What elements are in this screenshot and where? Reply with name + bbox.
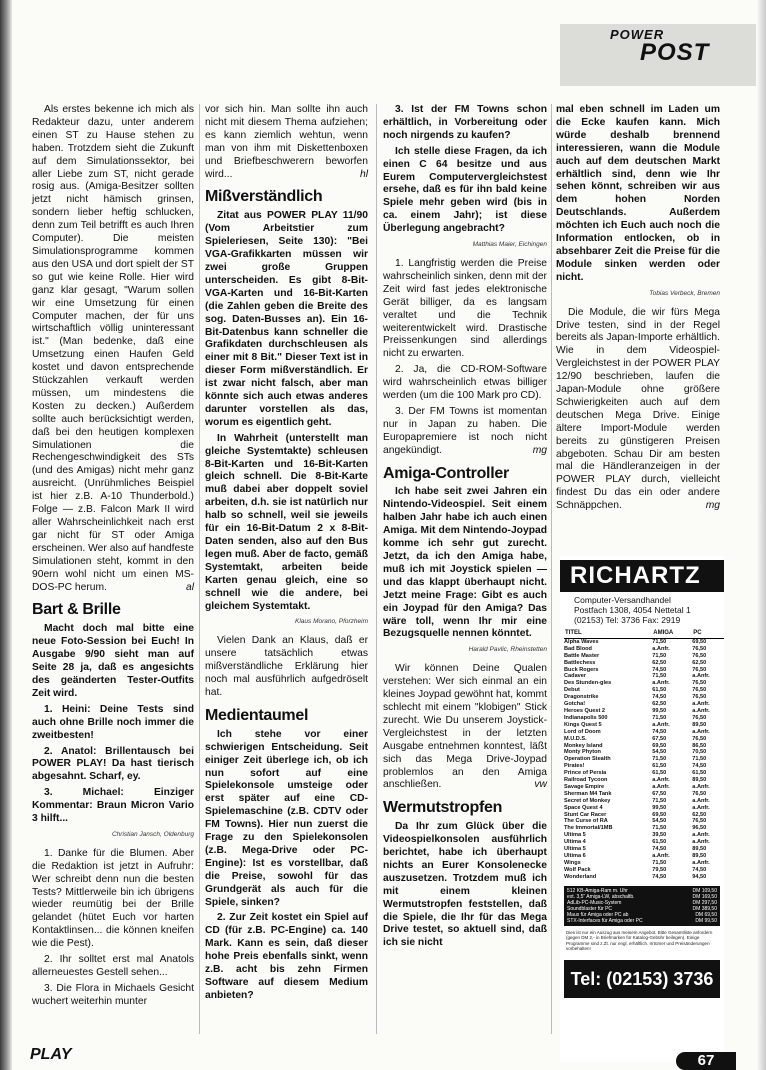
letter-text: Ich stelle diese Fragen, da ich einen C 64 besitze und aus Eurem Computervergleichstest ersehe, daß es für ihn bald keine Spiele mehr geben wird (bis in ca. einem Jahr); ist diese Überlegung angebracht?: [383, 145, 547, 235]
footer-logo: PLAY: [30, 1046, 72, 1063]
table-row: [564, 680, 724, 687]
reply-text: Wir können Deine Qualen verstehen: Wer sich einmal an ein kleines Joypad gewöhnt hat, kommt schlecht mit einem "klobigen" Stick zurecht. Wie Du unserem Joystick-Vergleichstest in der letzten Ausgabe entnehmen konntest, läßt sich das Mega Drive-Joypad problemlos an den Amiga anschließen. vw: [383, 663, 547, 791]
table-cell: a.Anfr.: [652, 680, 670, 687]
table-cell: 71,50: [652, 797, 667, 804]
column-3: [383, 104, 547, 953]
table-cell: Railroad Tycoon: [564, 777, 608, 784]
table-row: [564, 798, 724, 805]
letter-text: Als erstes bekenne ich mich als Redakteur dazu, unter anderem einen ST zu Hause stehen zu haben. Trotzdem sieht die Zukunft auf dem Simulationssektor, bei aller Liebe zum ST, nicht gerade rosig aus. (Amiga-Besitzer sollten jetzt nicht hämisch grinsen, sondern lieber heftig schlucken, denn zum Teil betrifft es auch Ihren Computer). Die meisten Simulationsprogramme kommen aus den USA und dort spielt der ST so gut wie keine Rolle. Hier wird ganz klar gesagt, "Warum sollen wir eine Umsetzung für einen Computer machen, der für uns wirtschaftlich völlig uninteressant ist." (Man bedenke, daß eine Umsetzung einen Haufen Geld kostet und davon entsprechende Stückzahlen verkauft werden müssen, um mindestens die Kosten zu decken.) Außerdem sollte auch berücksichtigt werden, daß bei den heutigen komplexen Simulationen die Rechengeschwindigkeit des STs (und des Amigas) nicht mehr ganz ausreicht. (Unrühmliches Beispiel ist hier z.B. A-10 Thunderbold.) Folge — z.B. Falcon Mark II wird aller Wahrscheinlichkeit nach erst gar nicht für ST oder Amiga erscheinen. Wer also auf handfeste Simulationen steht, kommt in den 90ern wohl nicht um einen MS-DOS-PC herum. al: [32, 104, 194, 593]
table-cell: Sherman M4 Tank: [564, 790, 612, 797]
table-cell: 70,50: [692, 749, 707, 756]
table-cell: Heroes Quest 2: [564, 707, 606, 714]
table-cell: 76,50: [692, 790, 707, 797]
table-cell: a.Anfr.: [692, 859, 710, 866]
table-cell: 61,50: [652, 770, 667, 777]
table-row: [564, 701, 724, 708]
table-cell: 89,50: [692, 777, 707, 784]
letter-heading: Mißverständlich: [205, 188, 323, 206]
table-cell: 76,50: [692, 818, 707, 825]
table-cell: 76,50: [692, 735, 707, 742]
table-cell: a.Anfr.: [692, 839, 710, 846]
table-row: [564, 812, 724, 819]
table-cell: 76,50: [692, 687, 707, 694]
table-cell: 61,50: [652, 763, 667, 770]
table-cell: Secret of Monkey: [564, 797, 611, 804]
table-cell: a.Anfr.: [652, 783, 670, 790]
letter-text: In Wahrheit (unterstellt man gleiche Systemtakte) schleusen 8-Bit-Karten und 16-Bit-Karten gleich schnell. Die 8-Bit-Karte muß dabei aber doppelt soviel arbeiten, d.h. sie ist natürlich nur halb so schnell, weil sie jeweils für ein 16-Bit-Datum 2 x 8-Bit-Daten senden, also auf den Bus legen muß. Aber de facto, gemäß Systemtakt, arbeiten beide Karten genau gleich, eine so schnell wie die andere, bei gleichem Systemtakt.: [205, 432, 368, 612]
table-cell: Monkey Island: [564, 742, 603, 749]
table-cell: 74,50: [692, 866, 707, 873]
table-cell: The Immortal/1MB: [564, 825, 613, 832]
author-initials: vw: [534, 779, 547, 791]
table-cell: a.Anfr.: [692, 783, 710, 790]
table-cell: Stunt Car Racer: [564, 811, 607, 818]
table-cell: 71,50: [652, 756, 667, 763]
column-divider: [376, 104, 377, 1034]
table-cell: 62,50: [652, 659, 667, 666]
table-cell: Battle Master: [564, 652, 600, 659]
table-cell: Dragonstrike: [564, 694, 599, 701]
table-cell: 39,50: [652, 832, 667, 839]
table-cell: 71,50: [692, 756, 707, 763]
letter-text: Macht doch mal bitte eine neue Foto-Session bei Euch! In Ausgabe 9/90 sieht man auf Seite 28 ja, daß es angesichts des geänderten Tester-Outfits Zeit wird.: [32, 623, 194, 699]
accessory-name: Soundblaster für PC: [567, 905, 613, 912]
ad-line: Postfach 1308, 4054 Nettetal 1: [574, 605, 691, 615]
table-row: [564, 805, 724, 812]
price-table: [564, 629, 724, 881]
table-cell: 94,50: [692, 873, 707, 880]
letter-text: 1. Heini: Deine Tests sind auch ohne Brille noch immer die zweitbesten!: [32, 703, 194, 741]
letter-text: 3. Michael: Einziger Kommentar: Braun Micron Vario 3 hilft...: [32, 787, 194, 825]
letter-text: Da Ihr zum Glück über die Videospielkonsolen ausführlich berichtet, habe ich überhaupt nichts an Eurer Konsolenecke auszusetzen. Trotzdem muß ich mit einem kleinen Wermutstropfen feststellen, daß die Spiele, die Ihr für das Mega Drive testet, so aktuell sind, daß ich sie nicht: [383, 821, 547, 949]
table-cell: 69,50: [652, 742, 667, 749]
table-cell: 71,50: [652, 859, 667, 866]
table-cell: 89,50: [692, 721, 707, 728]
table-row: [564, 860, 724, 867]
letter-text: 2. Anatol: Brillentausch bei POWER PLAY! Da hast tierisch abgesahnt. Scharf, ey.: [32, 745, 194, 783]
table-row: [564, 832, 724, 839]
letter-heading: Bart & Brille: [32, 601, 121, 619]
table-row: [564, 749, 724, 756]
table-cell: 61,50: [692, 770, 707, 777]
table-row: [564, 736, 724, 743]
ad-disclaimer: Dies ist nur ein Auszug aus meinem Angebot. Bitte Gesamtliste anfordern (gegen DM 2,- in Briefmarken für Katalog-Gebühr beilegen). Einige Programme sind z.Zt. nur engl. erhältlich. Irrtümer und Preisänderungen vorbehalten!: [566, 929, 713, 952]
page-number: 67: [676, 1052, 736, 1070]
table-row: [564, 825, 724, 832]
table-cell: 62,50: [692, 811, 707, 818]
reply-text: 1. Langfristig werden die Preise wahrscheinlich sinken, denn mit der Zeit wird fast jedes elektronische Gerät billiger, da es langsam veraltet und die Technik weiterentwickelt wird. Drastische Preissenkungen sind allerdings nicht zu erwarten.: [383, 257, 547, 360]
reply-text: Vielen Dank an Klaus, daß er unsere tatsächlich etwas mißverständliche Erklärung hier noch mal ausführlich aufgedröselt hat.: [205, 635, 368, 698]
column-4: [556, 104, 720, 516]
table-cell: 71,50: [652, 825, 667, 832]
table-row: [564, 791, 724, 798]
accessory-name: Maus für Amiga oder PC ab: [567, 911, 629, 918]
advertiser-logo: RICHARTZ: [560, 560, 724, 592]
table-cell: a.Anfr.: [652, 645, 670, 652]
table-cell: a.Anfr.: [692, 797, 710, 804]
table-row: [564, 839, 724, 846]
reply-text: 1. Danke für die Blumen. Aber die Redaktion ist jetzt in Aufruhr: Wer schreibt denn nun die besten Tests? Mittlerweile bin ich übrigens wieder reumütig bei der Brille gelandet (hütet Euch vor harten Kontaktlinsen... die können kneifen wie die Pest).: [32, 847, 194, 950]
table-cell: 89,50: [692, 846, 707, 853]
accessory-name: AdLib-PC-Music-System: [567, 899, 622, 906]
table-row: [564, 694, 724, 701]
table-cell: 74,50: [652, 694, 667, 701]
table-cell: a.Anfr.: [692, 701, 710, 708]
table-cell: 74,50: [652, 873, 667, 880]
table-cell: Monty Phyton: [564, 749, 601, 756]
author-initials: mg: [532, 444, 547, 456]
table-row: [564, 756, 724, 763]
table-cell: 79,50: [652, 866, 667, 873]
advertiser-address: [560, 592, 724, 629]
table-cell: 74,50: [652, 846, 667, 853]
table-cell: Battlechess: [564, 659, 596, 666]
page-binding-edge: [0, 0, 12, 1070]
letter-heading: Amiga-Controller: [383, 464, 509, 482]
table-cell: 54,50: [652, 749, 667, 756]
letter-signature: Christian Jansch, Oldenburg: [111, 830, 194, 838]
table-row: [564, 660, 724, 667]
accessory-price: DM 169,50: [692, 893, 717, 900]
table-cell: 96,50: [692, 825, 707, 832]
ad-telephone: Tel: (02153) 3736: [564, 960, 720, 998]
table-cell: Kings Quest 5: [564, 721, 602, 728]
table-cell: 99,50: [652, 707, 667, 714]
letter-heading: Wermutstropfen: [383, 799, 503, 817]
table-row: [564, 667, 724, 674]
table-cell: a.Anfr.: [692, 832, 710, 839]
letter-text: Ich habe seit zwei Jahren ein Nintendo-Videospiel. Seit einem halben Jahr habe ich auch einen Amiga. Mit dem Nintendo-Joypad komme ich sehr gut zurecht. Jetzt, da ich den Amiga habe, muß ich mit Joystick spielen — und das klappt überhaupt nicht. Jetzt meine Frage: Gibt es auch ein Joypad für den Amiga? Das wäre toll, wenn Ihr mir eine Bezugsquelle nennen könntet.: [383, 486, 547, 640]
reply-text: 3. Der FM Towns ist momentan nur in Japan zu haben. Die Europapremiere ist noch nicht angekündigt. mg: [383, 405, 547, 456]
table-cell: Prince of Persia: [564, 770, 607, 777]
table-row: [564, 722, 724, 729]
table-cell: a.Anfr.: [692, 673, 710, 680]
table-cell: a.Anfr.: [652, 777, 670, 784]
table-cell: Cadaver: [564, 673, 587, 680]
accessories-box: [564, 886, 720, 926]
table-row: [564, 646, 724, 653]
table-cell: Ultima 6: [564, 853, 586, 859]
table-cell: 74,50: [652, 666, 667, 673]
table-cell: 71,50: [652, 714, 667, 721]
header-post: POST: [640, 39, 710, 66]
letter-signature: Harald Pavlic, Rheinstetten: [468, 646, 547, 654]
header-power: POWER: [610, 27, 665, 42]
table-cell: Wolf Pack: [564, 866, 591, 873]
column-divider: [551, 104, 552, 1034]
accessory-price: DM 109,50: [692, 887, 717, 894]
letter-text: Zitat aus POWER PLAY 11/90 (Vom Arbeitstier zum Spieleriesen, Seite 130): "Bei VGA-Grafikkarten müssen wir zwei große Gruppen unterscheiden. Es gibt 8-Bit-VGA-Karten und 16-Bit-Karten (die Zahlen geben die Breite des sog. Daten-Busses an). Ein 16-Bit-Datenbus kann schneller die Grafikdaten durchschleusen als einer mit 8 Bit." Dieser Text ist in dieser Form mißverständlich. Er ist zwar nicht falsch, aber man könnte sich auch etwas anderes darunter vorstellen als das, worum es eigentlich geht.: [205, 210, 368, 428]
section-header: [560, 24, 756, 86]
accessory-name: 512 KB-Amiga-Ram m. Uhr: [567, 887, 628, 894]
page-right-edge: [756, 0, 766, 1070]
table-cell: The Curse of RA: [564, 818, 608, 825]
table-header: PC: [692, 629, 724, 638]
table-cell: a.Anfr.: [692, 728, 710, 735]
table-cell: Ultima 5: [564, 832, 586, 839]
table-row: [564, 708, 724, 715]
table-cell: Gotcha!: [564, 701, 586, 708]
accessory-price: DM 69,50: [695, 911, 717, 918]
reply-text: Die Module, die wir fürs Mega Drive testen, sind in der Regel bereits als Japan-Importe erhältlich. Wie in dem Videospiel-Vergleichstest in der POWER PLAY 12/90 beschrieben, laufen die Japan-Module ohne größere Schwierigkeiten auch auf dem deutschen Mega Drive. Einige ältere Import-Module werden bereits zu günstigeren Preisen abgeboten. Schau Dir am besten mal die Händleranzeigen in der POWER PLAY durch, vielleicht findest Du das ein oder andere Schnäppchen. mg: [556, 306, 720, 512]
ad-line: (02153) Tel: 3736 Fax: 2919: [574, 615, 681, 625]
table-cell: 86,50: [692, 742, 707, 749]
table-row: [564, 846, 724, 853]
table-cell: 76,50: [692, 652, 707, 659]
accessory-price: DM 389,50: [692, 905, 717, 912]
table-header: TITEL: [564, 629, 652, 638]
letter-text: 2. Zur Zeit kostet ein Spiel auf CD (für z.B. PC-Engine) ca. 140 Mark. Kann es sein, daß dieser hohe Preis ebenfalls sinkt, wenn z.B. acht bis zehn Firmen Software auf diesem Medium anbieten?: [205, 912, 368, 1001]
table-cell: Wings: [564, 859, 581, 866]
letter-text: 3. Ist der FM Towns schon erhältlich, in Vorbereitung oder noch nirgends zu kaufen?: [383, 104, 547, 141]
table-row: [564, 638, 724, 645]
table-cell: Bad Blood: [564, 645, 592, 652]
table-cell: Alpha Waves: [564, 638, 599, 645]
letter-text: Ich stehe vor einer schwierigen Entscheidung. Seit einiger Zeit überlege ich, ob ich nun sofort auf eine Spielekonsole umsteige oder erst später auf eine CD-Spielemaschine (z.B. CDTV oder FM Towns). Hier nun zuerst die Frage zu den Spielekonsolen (z.B. Mega-Drive oder PC-Engine): Ist es vorstellbar, daß die Preise, sowohl für das Grundgerät als auch für die Spiele, sinken?: [205, 728, 368, 908]
table-cell: a.Anfr.: [652, 853, 670, 859]
table-cell: 71,50: [652, 673, 667, 680]
table-row: [564, 763, 724, 770]
table-row: [564, 715, 724, 722]
table-cell: Wonderland: [564, 873, 597, 880]
table-cell: 62,50: [652, 701, 667, 708]
table-row: [564, 874, 724, 881]
table-cell: a.Anfr.: [692, 707, 710, 714]
table-cell: 74,50: [692, 763, 707, 770]
table-cell: 76,50: [692, 680, 707, 687]
letter-signature: Matthias Maier, Eichingen: [472, 241, 547, 249]
table-cell: a.Anfr.: [692, 804, 710, 811]
accessory-name: STX-Interfaces für Amiga oder PC: [567, 917, 643, 924]
table-cell: 76,50: [692, 666, 707, 673]
accessory-price: DM 99,50: [695, 917, 717, 924]
table-cell: 67,50: [652, 735, 667, 742]
table-row: [564, 687, 724, 694]
table-cell: 69,50: [692, 638, 707, 645]
ad-line: Computer-Versandhandel: [574, 595, 671, 605]
column-1: [32, 104, 194, 1012]
table-cell: 62,50: [692, 659, 707, 666]
table-row: [564, 770, 724, 777]
table-row: [564, 853, 724, 860]
accessory-price: DM 297,50: [692, 899, 717, 906]
letter-signature: Tobias Verbeck, Bremen: [649, 289, 720, 297]
table-cell: 99,50: [652, 804, 667, 811]
table-row: [564, 673, 724, 680]
table-cell: Debut: [564, 687, 580, 694]
table-row: [564, 818, 724, 825]
author-initials: mg: [705, 500, 720, 512]
table-row: [564, 743, 724, 750]
table-cell: Lord of Doom: [564, 728, 601, 735]
table-header: AMIGA: [652, 629, 692, 638]
table-cell: Indianapolis 500: [564, 714, 608, 721]
author-initials: al: [185, 581, 194, 593]
table-cell: M.U.D.S.: [564, 735, 587, 742]
table-cell: a.Anfr.: [652, 721, 670, 728]
richartz-advertisement: [560, 556, 724, 1062]
table-cell: 61,50: [652, 687, 667, 694]
table-cell: Space Quest 4: [564, 804, 603, 811]
table-cell: Operation Stealth: [564, 756, 611, 763]
table-cell: 61,50: [652, 839, 667, 846]
table-cell: 54,50: [652, 818, 667, 825]
table-row: [564, 867, 724, 874]
letter-heading: Medientaumel: [205, 706, 309, 724]
table-cell: Des Stunden-gles: [564, 680, 612, 687]
column-2: [205, 104, 368, 1006]
table-cell: Pirates!: [564, 763, 585, 770]
table-row: [564, 784, 724, 791]
table-cell: Ultima 5: [564, 846, 586, 853]
table-cell: 67,50: [652, 790, 667, 797]
table-cell: 71,50: [652, 652, 667, 659]
table-cell: 76,50: [692, 714, 707, 721]
table-row: [564, 777, 724, 784]
accessory-item: [567, 918, 717, 924]
table-cell: 71,50: [652, 638, 667, 645]
table-cell: 76,50: [692, 645, 707, 652]
reply-text: 3. Die Flora in Michaels Gesicht wuchert weiterhin munter: [32, 982, 194, 1007]
reply-text: 2. Ja, die CD-ROM-Software wird wahrscheinlich etwas billiger werden (um die 100 Mark pro CD).: [383, 364, 547, 402]
letter-signature: Klaus Morano, Pforzheim: [295, 618, 368, 626]
author-initials: hl: [359, 168, 368, 180]
column-divider: [199, 104, 200, 1034]
table-cell: 69,50: [652, 811, 667, 818]
table-cell: 89,50: [692, 853, 707, 859]
table-row: [564, 729, 724, 736]
table-cell: Buck Rogers: [564, 666, 599, 673]
accessory-name: ext. 3,5" Amiga-LW, abschaltb.: [567, 893, 635, 900]
table-cell: 76,50: [692, 694, 707, 701]
table-cell: Savage Empire: [564, 783, 605, 790]
reply-text: 2. Ihr solltet erst mal Anatols allerneuestes Gestell sehen...: [32, 954, 194, 978]
reply-text: vor sich hin. Man sollte ihn auch nicht mit diesem Thema aufziehen; es kann ziemlich wehtun, wenn man von ihm mit Diskettenboxen und Briefbeschwerern beworfen wird... hl: [205, 104, 368, 180]
letter-text: mal eben schnell im Laden um die Ecke kaufen kann. Mich würde deshalb brennend interessieren, wann die Module auch auf dem deutschen Markt erhältlich sind, denn wie Ihr sehen könnt, schreiben wir aus dem hohen Norden Deutschlands. Außerdem möchten ich Euch auch noch die Information entlocken, ob in absehbarer Zeit die Preise für die Module sinken werden oder nicht.: [556, 104, 720, 283]
table-cell: 74,50: [652, 728, 667, 735]
table-cell: Ultima 4: [564, 839, 586, 846]
table-row: [564, 653, 724, 660]
